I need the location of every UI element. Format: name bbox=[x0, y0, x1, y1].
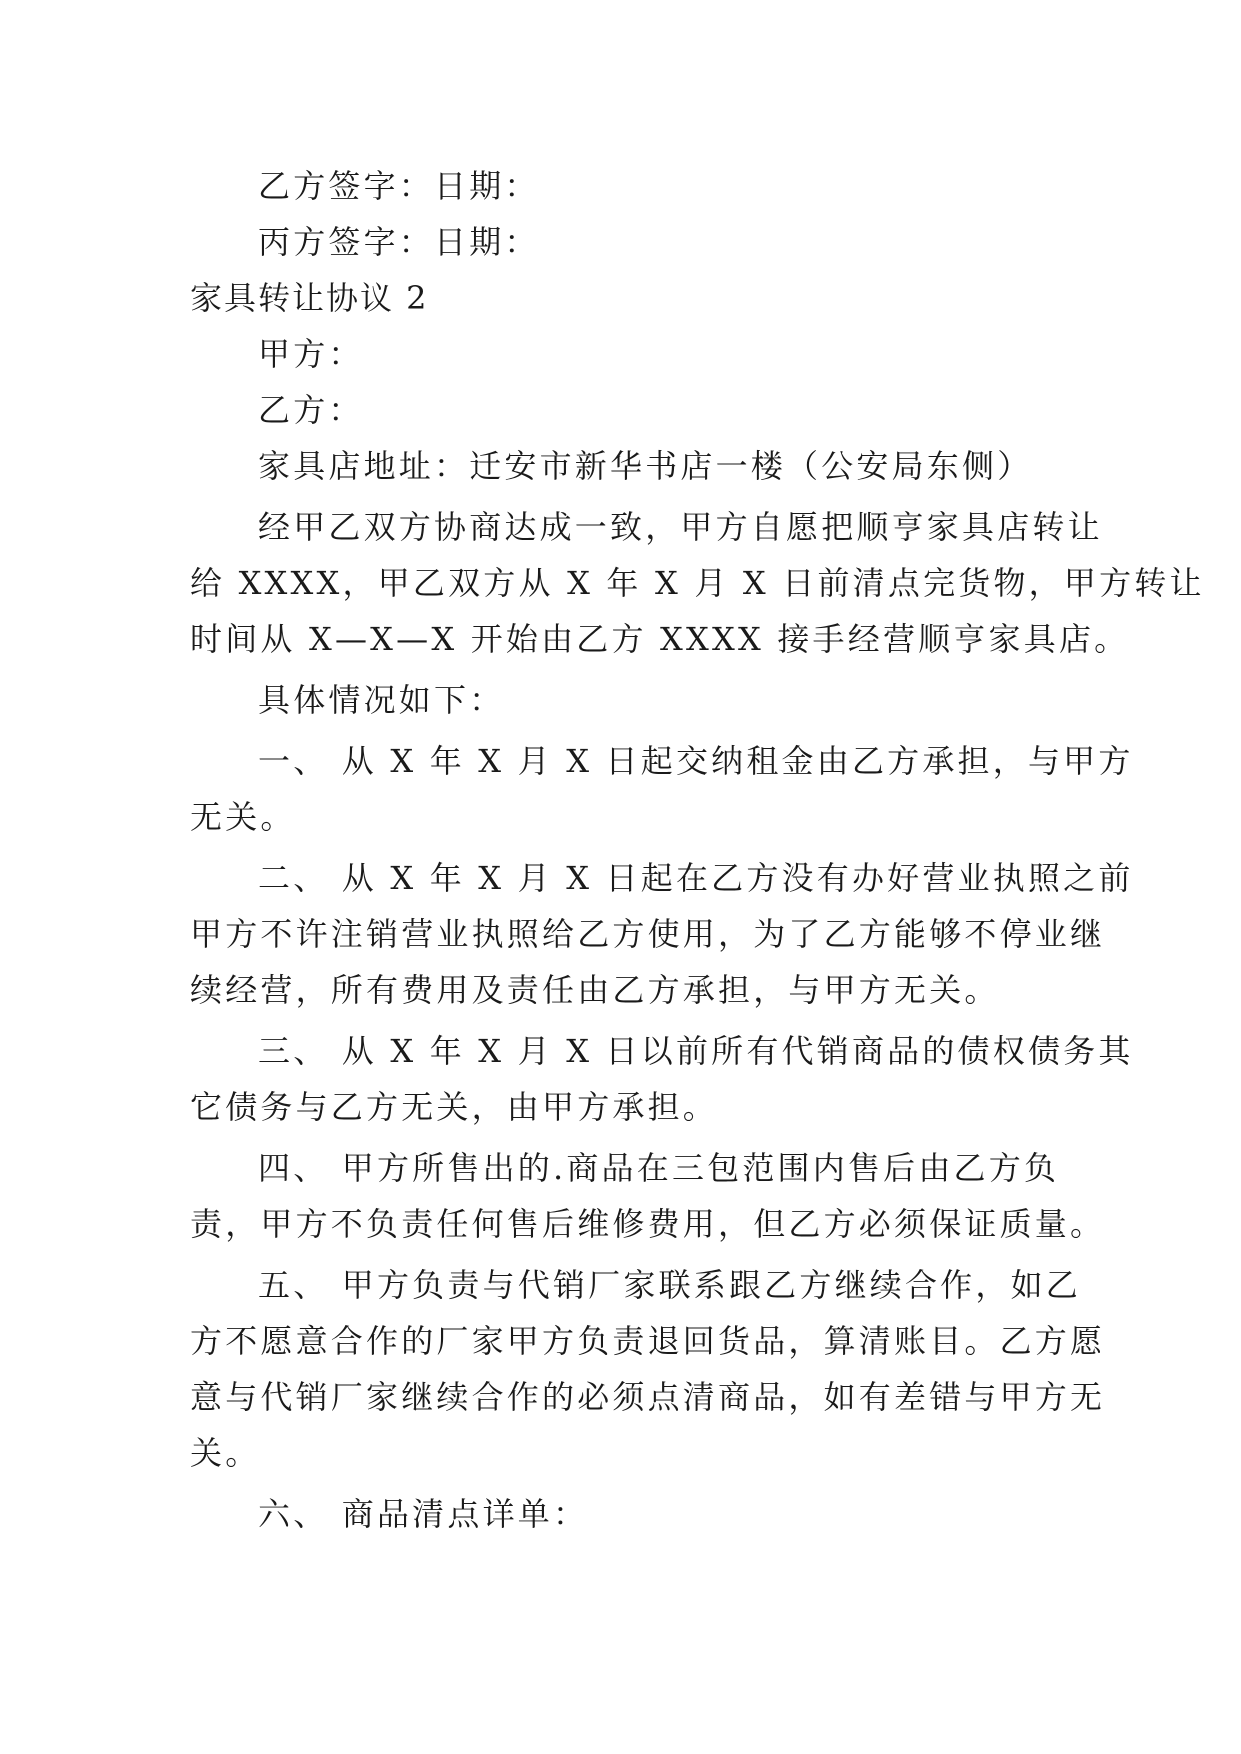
paragraph-line: 时间从 X—X—X 开始由乙方 XXXX 接手经营顺亨家具店。 bbox=[190, 620, 1130, 658]
party-a-line: 甲方： bbox=[258, 335, 364, 373]
clause-six-line: 六、 商品清点详单： bbox=[258, 1495, 589, 1533]
paragraph-line: 经甲乙双方协商达成一致，甲方自愿把顺亨家具店转让 bbox=[258, 508, 1103, 546]
store-address-line: 家具店地址：迁安市新华书店一楼（公安局东侧） bbox=[258, 447, 1033, 485]
party-c-signature-line: 丙方签字：日期： bbox=[258, 223, 540, 261]
paragraph-line: 具体情况如下： bbox=[258, 681, 505, 719]
paragraph-line: 给 XXXX，甲乙双方从 X 年 X 月 X 日前清点完货物，甲方转让 bbox=[190, 564, 1205, 602]
clause-two-line: 二、 从 X 年 X 月 X 日起在乙方没有办好营业执照之前 bbox=[258, 859, 1134, 897]
clause-three-line: 它债务与乙方无关，由甲方承担。 bbox=[190, 1088, 719, 1126]
clause-five-line: 五、 甲方负责与代销厂家联系跟乙方继续合作，如乙 bbox=[258, 1266, 1081, 1304]
agreement-title: 家具转让协议 2 bbox=[190, 279, 429, 317]
clause-three-line: 三、 从 X 年 X 月 X 日以前所有代销商品的债权债务其 bbox=[258, 1032, 1134, 1070]
clause-one-line: 无关。 bbox=[190, 798, 296, 836]
clause-four-line: 四、 甲方所售出的.商品在三包范围内售后由乙方负 bbox=[258, 1149, 1060, 1187]
party-b-line: 乙方： bbox=[258, 391, 364, 429]
clause-five-line: 关。 bbox=[190, 1434, 261, 1472]
clause-four-line: 责，甲方不负责任何售后维修费用，但乙方必须保证质量。 bbox=[190, 1205, 1106, 1243]
clause-two-line: 续经营，所有费用及责任由乙方承担，与甲方无关。 bbox=[190, 971, 1000, 1009]
clause-five-line: 意与代销厂家继续合作的必须点清商品，如有差错与甲方无 bbox=[190, 1378, 1106, 1416]
party-b-signature-line: 乙方签字：日期： bbox=[258, 167, 540, 205]
clause-five-line: 方不愿意合作的厂家甲方负责退回货品，算清账目。乙方愿 bbox=[190, 1322, 1106, 1360]
clause-two-line: 甲方不许注销营业执照给乙方使用，为了乙方能够不停业继 bbox=[190, 915, 1106, 953]
clause-one-line: 一、 从 X 年 X 月 X 日起交纳租金由乙方承担，与甲方 bbox=[258, 742, 1134, 780]
